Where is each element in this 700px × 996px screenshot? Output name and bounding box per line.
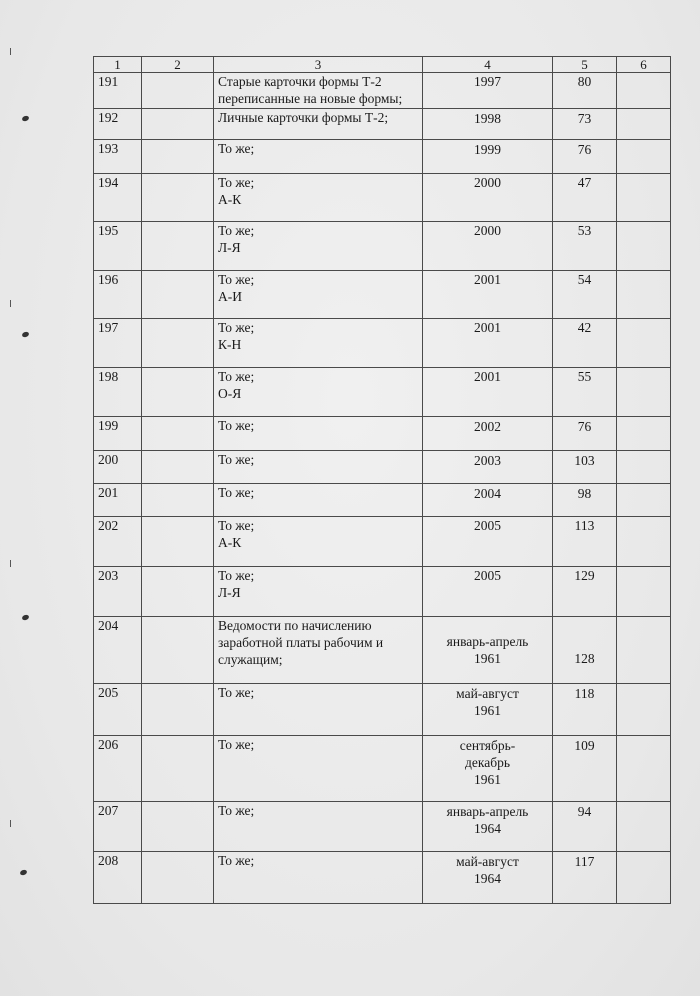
- item-date-line: 2001: [474, 320, 501, 335]
- empty-cell: [142, 852, 214, 904]
- empty-cell: [142, 684, 214, 736]
- table-row: [94, 451, 671, 484]
- item-date-line: 1961: [474, 772, 501, 787]
- item-date-line: 2005: [474, 518, 501, 533]
- empty-cell: [142, 109, 214, 140]
- item-date-line: 1999: [474, 142, 501, 157]
- item-title-line: служащим;: [218, 652, 283, 667]
- item-title-line: То же;: [218, 485, 255, 500]
- table-row: [94, 684, 671, 736]
- empty-cell: [142, 140, 214, 174]
- empty-cell: [142, 617, 214, 684]
- item-number-cell: 197: [94, 319, 142, 368]
- empty-cell: [142, 417, 214, 451]
- empty-cell: [617, 271, 671, 319]
- item-date-cell: [423, 417, 553, 451]
- item-number-cell: 202: [94, 517, 142, 567]
- table-row: [94, 567, 671, 617]
- table-row: [94, 368, 671, 417]
- item-date-line: 1964: [474, 871, 501, 886]
- scan-artifact: [10, 820, 11, 827]
- empty-cell: [142, 736, 214, 802]
- empty-cell: [142, 484, 214, 517]
- table-row: [94, 484, 671, 517]
- item-date-cell: [423, 684, 553, 736]
- scan-artifact: [10, 300, 11, 307]
- item-number-cell: 201: [94, 484, 142, 517]
- item-title-cell: [214, 222, 423, 271]
- item-date-cell: [423, 567, 553, 617]
- item-title-line: Ведомости по начислению: [218, 618, 372, 633]
- item-number-cell: 205: [94, 684, 142, 736]
- item-title-line: То же;: [218, 223, 255, 238]
- item-date-line: 2003: [474, 453, 501, 468]
- item-number-cell: 196: [94, 271, 142, 319]
- item-number-cell: 207: [94, 802, 142, 852]
- item-date-cell: [423, 517, 553, 567]
- punch-hole-mark: [21, 115, 29, 122]
- item-sheet-count-cell: 118: [553, 684, 617, 736]
- empty-cell: [617, 174, 671, 222]
- item-date-line: 1961: [474, 703, 501, 718]
- item-date-cell: [423, 271, 553, 319]
- empty-cell: [617, 484, 671, 517]
- item-title-cell: [214, 140, 423, 174]
- item-sheet-count-cell: 42: [553, 319, 617, 368]
- item-date-line: 1998: [474, 111, 501, 126]
- item-title-cell: [214, 319, 423, 368]
- empty-cell: [617, 451, 671, 484]
- punch-hole-mark: [21, 614, 29, 621]
- item-sheet-count-cell: 54: [553, 271, 617, 319]
- item-date-line: 1964: [474, 821, 501, 836]
- item-date-cell: [423, 73, 553, 109]
- item-date-cell: [423, 484, 553, 517]
- item-title-cell: [214, 109, 423, 140]
- item-title-line: То же;: [218, 141, 255, 156]
- scan-artifact: [10, 560, 11, 567]
- item-title-line: То же;: [218, 320, 255, 335]
- item-date-line: 1961: [474, 651, 501, 666]
- item-number-cell: 198: [94, 368, 142, 417]
- empty-cell: [617, 852, 671, 904]
- item-sheet-count-cell: 128: [553, 617, 617, 684]
- item-title-cell: [214, 368, 423, 417]
- item-date-cell: [423, 222, 553, 271]
- scan-artifact: [10, 48, 11, 55]
- table-row: [94, 174, 671, 222]
- item-date-line: январь-апрель: [446, 634, 529, 649]
- item-sheet-count-cell: 53: [553, 222, 617, 271]
- empty-cell: [617, 417, 671, 451]
- item-title-line: То же;: [218, 853, 255, 868]
- item-sheet-count-cell: 76: [553, 417, 617, 451]
- item-date-line: 2001: [474, 272, 501, 287]
- item-number-cell: 191: [94, 73, 142, 109]
- item-title-cell: [214, 417, 423, 451]
- empty-cell: [142, 567, 214, 617]
- table-row: [94, 517, 671, 567]
- item-sheet-count-cell: 76: [553, 140, 617, 174]
- empty-cell: [142, 451, 214, 484]
- item-number-cell: 195: [94, 222, 142, 271]
- item-sheet-count-cell: 103: [553, 451, 617, 484]
- empty-cell: [617, 567, 671, 617]
- item-title-line: То же;: [218, 518, 255, 533]
- item-title-cell: [214, 617, 423, 684]
- item-title-cell: [214, 73, 423, 109]
- item-title-cell: [214, 736, 423, 802]
- item-date-line: май-август: [456, 686, 519, 701]
- empty-cell: [617, 222, 671, 271]
- item-title-line: Л-Я: [218, 585, 241, 600]
- item-title-line: То же;: [218, 568, 255, 583]
- item-title-cell: [214, 567, 423, 617]
- column-header: 5: [553, 57, 617, 73]
- item-sheet-count-cell: 55: [553, 368, 617, 417]
- item-number-cell: 193: [94, 140, 142, 174]
- table-row: [94, 319, 671, 368]
- table-row: [94, 109, 671, 140]
- item-date-cell: [423, 451, 553, 484]
- item-sheet-count-cell: 117: [553, 852, 617, 904]
- item-title-line: А-К: [218, 192, 242, 207]
- inventory-table-body: [94, 57, 671, 904]
- empty-cell: [617, 319, 671, 368]
- item-date-line: 2001: [474, 369, 501, 384]
- item-title-line: То же;: [218, 272, 255, 287]
- empty-cell: [142, 517, 214, 567]
- item-title-line: О-Я: [218, 386, 242, 401]
- table-row: [94, 736, 671, 802]
- table-row: [94, 73, 671, 109]
- item-date-cell: [423, 140, 553, 174]
- empty-cell: [617, 617, 671, 684]
- column-header: 3: [214, 57, 423, 73]
- punch-hole-mark: [21, 331, 29, 338]
- empty-cell: [142, 174, 214, 222]
- item-title-cell: [214, 852, 423, 904]
- item-title-line: То же;: [218, 418, 255, 433]
- item-title-cell: [214, 517, 423, 567]
- table-row: [94, 140, 671, 174]
- item-sheet-count-cell: 129: [553, 567, 617, 617]
- empty-cell: [142, 319, 214, 368]
- column-header: 4: [423, 57, 553, 73]
- item-date-line: 2000: [474, 223, 501, 238]
- item-date-line: 2002: [474, 419, 501, 434]
- item-title-line: Л-Я: [218, 240, 241, 255]
- empty-cell: [617, 802, 671, 852]
- item-number-cell: 200: [94, 451, 142, 484]
- item-title-cell: [214, 451, 423, 484]
- item-date-line: декабрь: [465, 755, 510, 770]
- empty-cell: [617, 368, 671, 417]
- item-number-cell: 203: [94, 567, 142, 617]
- empty-cell: [142, 802, 214, 852]
- column-header: 1: [94, 57, 142, 73]
- item-title-cell: [214, 174, 423, 222]
- item-title-line: То же;: [218, 685, 255, 700]
- item-number-cell: 204: [94, 617, 142, 684]
- item-title-line: То же;: [218, 369, 255, 384]
- item-date-cell: [423, 174, 553, 222]
- item-number-cell: 192: [94, 109, 142, 140]
- empty-cell: [617, 736, 671, 802]
- item-sheet-count-cell: 94: [553, 802, 617, 852]
- table-row: [94, 852, 671, 904]
- empty-cell: [142, 73, 214, 109]
- empty-cell: [617, 684, 671, 736]
- item-sheet-count-cell: 113: [553, 517, 617, 567]
- item-title-line: То же;: [218, 452, 255, 467]
- item-number-cell: 199: [94, 417, 142, 451]
- item-sheet-count-cell: 80: [553, 73, 617, 109]
- item-title-line: То же;: [218, 803, 255, 818]
- table-header-row: [94, 57, 671, 73]
- item-date-cell: [423, 802, 553, 852]
- table-row: [94, 802, 671, 852]
- item-title-cell: [214, 802, 423, 852]
- item-date-cell: [423, 368, 553, 417]
- item-sheet-count-cell: 109: [553, 736, 617, 802]
- item-number-cell: 194: [94, 174, 142, 222]
- inventory-table: [93, 56, 671, 904]
- item-date-line: 2005: [474, 568, 501, 583]
- item-title-line: А-И: [218, 289, 242, 304]
- empty-cell: [142, 222, 214, 271]
- empty-cell: [142, 271, 214, 319]
- item-date-cell: [423, 109, 553, 140]
- item-date-line: 2004: [474, 486, 501, 501]
- item-title-cell: [214, 271, 423, 319]
- empty-cell: [617, 140, 671, 174]
- punch-hole-mark: [19, 869, 27, 876]
- item-title-line: Личные карточки формы Т-2;: [218, 110, 389, 125]
- table-row: [94, 271, 671, 319]
- item-sheet-count-cell: 73: [553, 109, 617, 140]
- empty-cell: [617, 73, 671, 109]
- item-date-line: 2000: [474, 175, 501, 190]
- item-date-line: май-август: [456, 854, 519, 869]
- table-row: [94, 222, 671, 271]
- item-date-cell: [423, 617, 553, 684]
- item-title-line: Старые карточки формы Т-2: [218, 74, 382, 89]
- item-number-cell: 206: [94, 736, 142, 802]
- item-title-line: переписанные на новые формы;: [218, 91, 403, 106]
- item-sheet-count-cell: 47: [553, 174, 617, 222]
- table-row: [94, 617, 671, 684]
- item-title-cell: [214, 684, 423, 736]
- empty-cell: [617, 517, 671, 567]
- empty-cell: [617, 109, 671, 140]
- item-date-line: 1997: [474, 74, 501, 89]
- item-title-line: К-Н: [218, 337, 242, 352]
- column-header: 2: [142, 57, 214, 73]
- column-header: 6: [617, 57, 671, 73]
- item-title-cell: [214, 484, 423, 517]
- item-date-cell: [423, 852, 553, 904]
- item-date-cell: [423, 736, 553, 802]
- item-title-line: То же;: [218, 175, 255, 190]
- item-date-line: январь-апрель: [446, 804, 529, 819]
- table-row: [94, 417, 671, 451]
- item-sheet-count-cell: 98: [553, 484, 617, 517]
- item-date-cell: [423, 319, 553, 368]
- item-number-cell: 208: [94, 852, 142, 904]
- item-title-line: То же;: [218, 737, 255, 752]
- empty-cell: [142, 368, 214, 417]
- item-title-line: заработной платы рабочим и: [218, 635, 384, 650]
- item-date-line: сентябрь-: [459, 738, 516, 753]
- item-title-line: А-К: [218, 535, 242, 550]
